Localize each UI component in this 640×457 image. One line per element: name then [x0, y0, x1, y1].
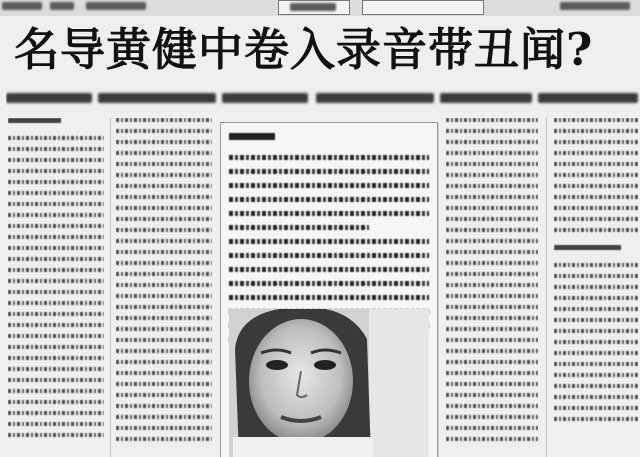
masthead-strip — [0, 0, 640, 16]
article-column-1 — [8, 118, 104, 457]
article-column-2 — [116, 118, 212, 457]
headline: 名导黄健中卷入录音带丑闻? — [14, 23, 594, 76]
portrait-photo — [229, 309, 429, 457]
boxed-article-title — [229, 133, 275, 140]
subheadline — [6, 90, 640, 108]
portrait-photo-icon — [229, 309, 429, 457]
article-column-4 — [554, 118, 638, 457]
article-column-3 — [446, 118, 538, 457]
